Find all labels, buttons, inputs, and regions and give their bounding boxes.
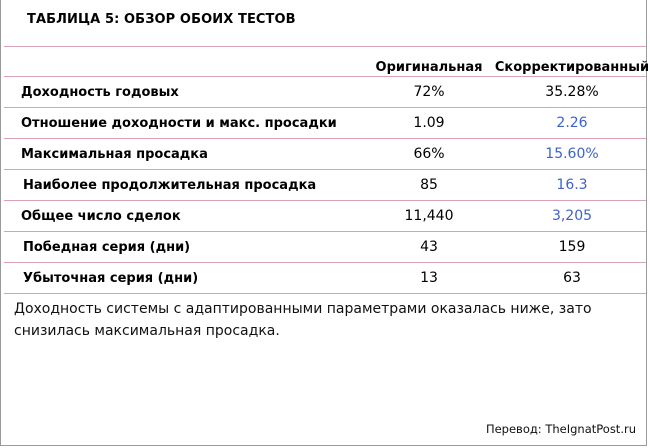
row-label: Общее число сделок	[21, 208, 181, 224]
translation-credit: Перевод: TheIgnatPost.ru	[485, 422, 636, 436]
table-title: ТАБЛИЦА 5: ОБЗОР ОБОИХ ТЕСТОВ	[27, 12, 296, 27]
table-row	[4, 77, 646, 108]
row-label: Отношение доходности и макс. просадки	[21, 115, 337, 131]
original-value: 66%	[413, 146, 445, 162]
row-label: Победная серия (дни)	[23, 239, 191, 255]
table-row	[4, 232, 646, 263]
column-header-adjusted: Скорректированный	[494, 60, 650, 75]
table-row	[4, 201, 646, 232]
column-header-original: Оригинальная	[375, 60, 483, 75]
table-row	[4, 170, 646, 201]
adjusted-value-highlighted: 3,205	[551, 208, 593, 224]
table-row	[4, 139, 646, 170]
original-value: 11,440	[404, 208, 454, 224]
row-label: Наиболее продолжительная просадка	[23, 177, 317, 193]
table-row	[4, 263, 646, 294]
row-label: Максимальная просадка	[21, 146, 208, 162]
original-value: 72%	[413, 84, 445, 100]
adjusted-value-highlighted: 16.3	[556, 177, 588, 193]
adjusted-value-highlighted: 15.60%	[545, 146, 599, 162]
original-value: 85	[420, 177, 438, 193]
row-label: Убыточная серия (дни)	[23, 270, 199, 286]
adjusted-value-highlighted: 2.26	[556, 115, 588, 131]
adjusted-value: 159	[558, 239, 586, 255]
row-label: Доходность годовых	[21, 84, 179, 100]
table-row	[4, 108, 646, 139]
original-value: 13	[420, 270, 438, 286]
comparison-table	[4, 46, 650, 294]
adjusted-value: 63	[563, 270, 581, 286]
original-value: 43	[420, 239, 438, 255]
table-header-row	[4, 46, 650, 77]
summary-note: Доходность системы с адаптированными параметрами оказалась ниже, зато снизилась максимальная просадка.	[14, 301, 592, 339]
original-value: 1.09	[413, 115, 445, 131]
adjusted-value: 35.28%	[545, 84, 599, 100]
